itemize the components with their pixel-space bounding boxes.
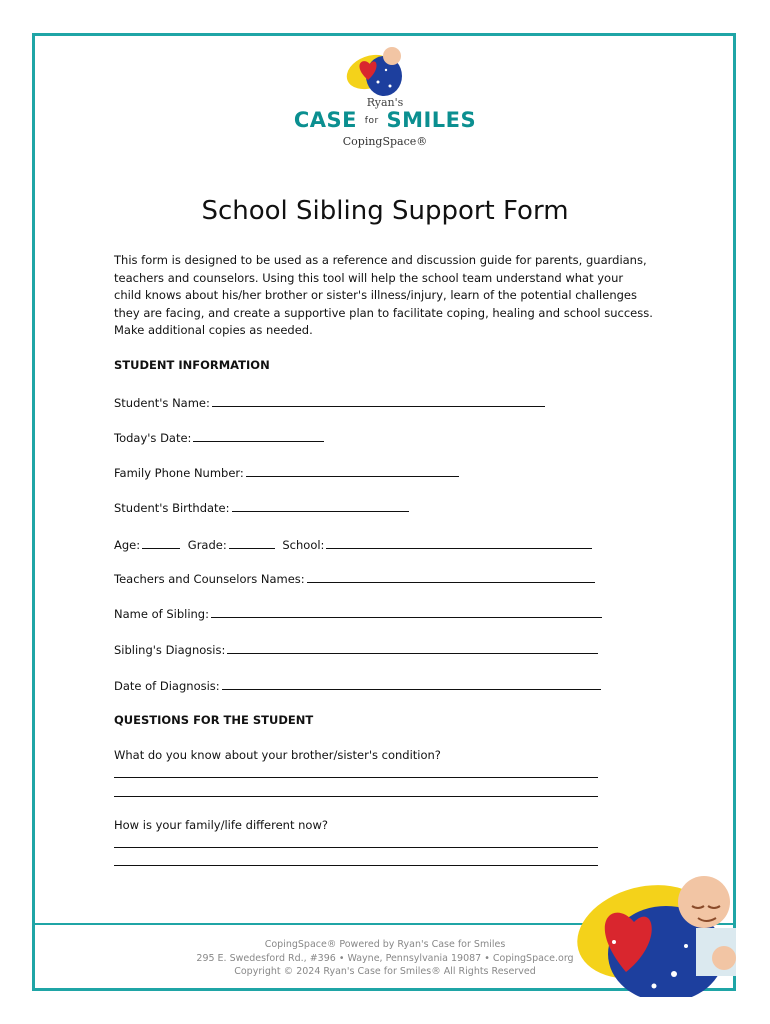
footer-address: 295 E. Swedesford Rd., #396 • Wayne, Pennsylvania 19087 • CopingSpace.org bbox=[196, 952, 574, 964]
teachers-row bbox=[114, 571, 595, 586]
corner-mascot bbox=[574, 862, 744, 997]
question-1: What do you know about your brother/sister's condition? bbox=[114, 748, 441, 762]
logo-wordmark bbox=[290, 108, 480, 132]
diagnosis-date-row bbox=[114, 678, 601, 693]
diagnosis-row bbox=[114, 642, 598, 657]
answer-2-line-2[interactable] bbox=[114, 865, 598, 866]
grade-label: Grade: bbox=[187, 538, 227, 552]
teachers-label: Teachers and Counselors Names: bbox=[114, 572, 305, 586]
teachers-field[interactable] bbox=[307, 571, 595, 583]
age-grade-school-row bbox=[114, 537, 592, 552]
age-field[interactable] bbox=[142, 537, 180, 549]
student-info-heading: STUDENT INFORMATION bbox=[114, 358, 270, 372]
today-date-row bbox=[114, 430, 324, 445]
footer-powered-by: CopingSpace® Powered by Ryan's Case for Smiles bbox=[264, 939, 506, 950]
mascot-pillow-icon bbox=[574, 862, 744, 997]
questions-heading: QUESTIONS FOR THE STUDENT bbox=[114, 713, 314, 727]
footer-copyright: Copyright © 2024 Ryan's Case for Smiles® All Rights Reserved bbox=[234, 966, 536, 977]
answer-1-line-1[interactable] bbox=[114, 777, 598, 778]
student-name-field[interactable] bbox=[212, 395, 545, 407]
birthdate-label: Student's Birthdate: bbox=[114, 501, 230, 515]
student-name-label: Student's Name: bbox=[114, 396, 210, 410]
birthdate-row bbox=[114, 500, 409, 515]
logo-for: for bbox=[364, 116, 379, 126]
logo-ryans: Ryan's bbox=[366, 96, 404, 109]
phone-field[interactable] bbox=[246, 465, 459, 477]
sibling-name-field[interactable] bbox=[211, 606, 602, 618]
logo-smiles: SMILES bbox=[386, 108, 477, 132]
logo-copingspace: CopingSpace® bbox=[342, 135, 428, 148]
today-date-label: Today's Date: bbox=[114, 431, 192, 445]
phone-label: Family Phone Number: bbox=[114, 466, 244, 480]
logo-mascot-icon bbox=[340, 42, 430, 100]
logo bbox=[290, 42, 480, 154]
question-2: How is your family/life different now? bbox=[114, 818, 328, 832]
diagnosis-date-label: Date of Diagnosis: bbox=[114, 679, 220, 693]
sibling-name-label: Name of Sibling: bbox=[114, 607, 209, 621]
today-date-field[interactable] bbox=[193, 430, 324, 442]
phone-row bbox=[114, 465, 459, 480]
diagnosis-date-field[interactable] bbox=[222, 678, 601, 690]
birthdate-field[interactable] bbox=[232, 500, 409, 512]
answer-2-line-1[interactable] bbox=[114, 847, 598, 848]
school-field[interactable] bbox=[326, 537, 592, 549]
grade-field[interactable] bbox=[229, 537, 275, 549]
diagnosis-field[interactable] bbox=[227, 642, 598, 654]
form-title: School Sibling Support Form bbox=[201, 196, 569, 226]
sibling-name-row bbox=[114, 606, 602, 621]
diagnosis-label: Sibling's Diagnosis: bbox=[114, 643, 226, 657]
school-label: School: bbox=[282, 538, 325, 552]
age-label: Age: bbox=[114, 538, 141, 552]
logo-case: CASE bbox=[293, 108, 357, 132]
student-name-row bbox=[114, 395, 545, 410]
answer-1-line-2[interactable] bbox=[114, 796, 598, 797]
intro-paragraph: This form is designed to be used as a reference and discussion guide for parents, guardians, teachers and counselors. Using this tool will help the school team understand what your child knows about his/her brother or sister's illness/injury, learn of the potential challenges they are facing, and create a supportive plan to facilitate coping, healing and school success. Make additional copies as needed. bbox=[114, 253, 653, 337]
